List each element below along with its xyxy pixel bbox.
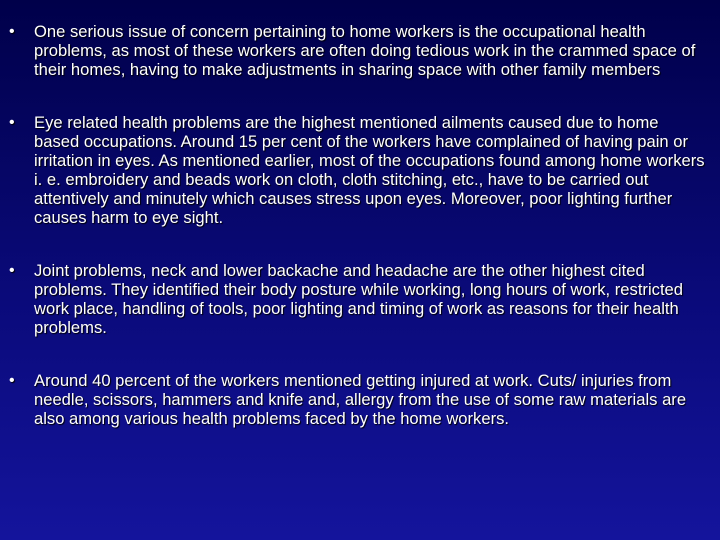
bullet-text: One serious issue of concern pertaining to home workers is the occupational health problems, as most of these workers are often doing tedious work in the crammed space of their homes, having to make adjustments in sharing space with other family members — [34, 22, 696, 79]
bullet-icon: • — [9, 262, 15, 279]
bullet-item — [0, 371, 708, 428]
bullet-item — [0, 113, 708, 227]
bullet-item — [0, 22, 708, 79]
bullet-text: Eye related health problems are the highest mentioned ailments caused due to home based occupations. Around 15 per cent of the workers have complained of having pain or irritation in eyes. As mentioned earlier, most of the occupations found among home workers i. e. embroidery and beads work on cloth, cloth stitching, etc., have to be carried out attentively and minutely which causes stress upon eyes. Moreover, poor lighting further causes harm to eye sight. — [34, 113, 705, 227]
bullet-icon: • — [9, 114, 15, 131]
bullet-item — [0, 261, 708, 337]
bullet-list — [0, 22, 708, 428]
bullet-icon: • — [9, 23, 15, 40]
bullet-text: Joint problems, neck and lower backache and headache are the other highest cited problems. They identified their body posture while working, long hours of work, restricted work place, handling of tools, poor lighting and timing of work as reasons for their health problems. — [34, 261, 684, 337]
bullet-text: Around 40 percent of the workers mentioned getting injured at work. Cuts/ injuries from needle, scissors, hammers and knife and, allergy from the use of some raw materials are also among various health problems faced by the home workers. — [34, 371, 687, 428]
bullet-icon: • — [9, 372, 15, 389]
